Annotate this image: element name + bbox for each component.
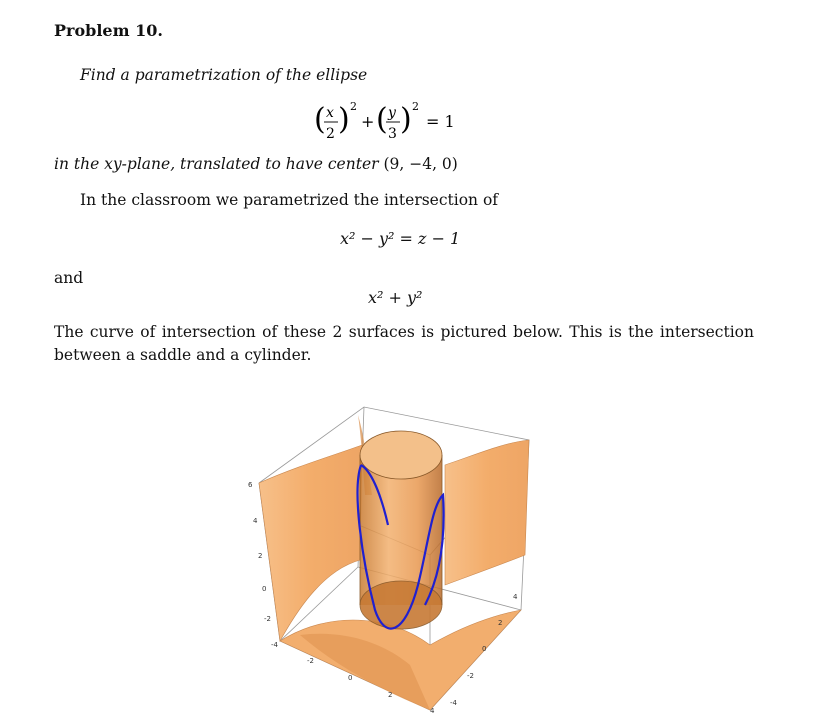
svg-text:(: ( [376, 102, 388, 137]
translation-text [54, 155, 458, 173]
saddle-equation: x² − y² = z − 1 [340, 229, 461, 248]
x-denominator: 2 [326, 126, 335, 142]
x-numerator: x [326, 105, 334, 121]
svg-text:): ) [400, 102, 412, 137]
y-numerator: y [388, 105, 396, 121]
svg-text:(: ( [314, 102, 326, 137]
y-tick-1: 2 [498, 619, 503, 627]
x-tick-4: 4 [430, 707, 435, 715]
description-text: The curve of intersection of these 2 surfaces is pictured below. This is the intersection between a saddle and a cylinder. [54, 323, 754, 364]
z-tick-1: 4 [253, 517, 258, 525]
y-tick-4: -4 [450, 699, 457, 707]
x-exponent: 2 [350, 100, 357, 113]
x-tick-3: 2 [388, 691, 393, 699]
x-tick-0: -4 [271, 641, 278, 649]
translation-prefix: in the xy-plane, translated to have center [54, 155, 384, 173]
ellipse-equation [314, 98, 484, 150]
y-tick-0: 4 [513, 593, 518, 601]
classroom-text: In the classroom we parametrized the intersection of [80, 191, 499, 209]
z-tick-2: 2 [258, 552, 263, 560]
x-tick-1: -2 [307, 657, 314, 665]
center-point: (9, −4, 0) [383, 155, 458, 173]
equation-rhs: = 1 [426, 112, 455, 131]
intro-text: Find a parametrization of the ellipse [80, 66, 368, 84]
cylinder-equation: x² + y² [368, 288, 423, 307]
svg-text:): ) [338, 102, 350, 137]
y-denominator: 3 [388, 126, 397, 142]
y-exponent: 2 [412, 100, 419, 113]
plus-sign: + [361, 112, 375, 131]
saddle-cylinder-figure [240, 395, 540, 720]
problem-title: Problem 10. [54, 21, 163, 40]
z-tick-3: 0 [262, 585, 267, 593]
z-tick-0: 6 [248, 481, 253, 489]
z-tick-4: -2 [264, 615, 271, 623]
y-tick-3: -2 [467, 672, 474, 680]
x-tick-2: 0 [348, 674, 353, 682]
y-tick-2: 0 [482, 645, 487, 653]
and-text: and [54, 269, 84, 287]
